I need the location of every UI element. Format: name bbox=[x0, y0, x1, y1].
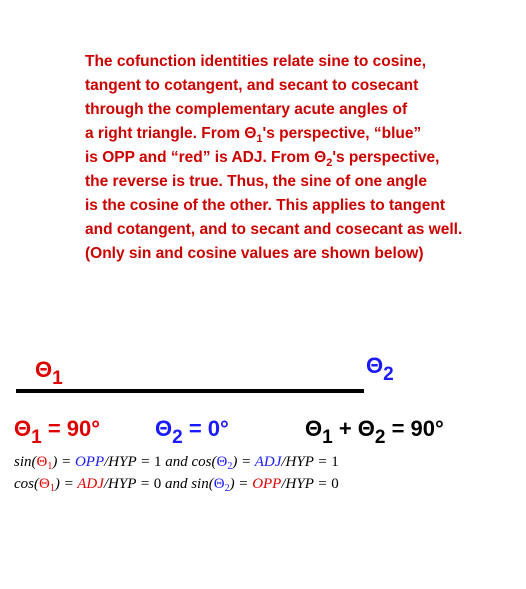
triangle-segment bbox=[16, 389, 364, 393]
paragraph-line-7: is the cosine of the other. This applies to tangent bbox=[85, 197, 445, 214]
theta1-value: $\Theta_1 = 90^\circ$ bbox=[14, 416, 101, 448]
paragraph-line-9: (Only sin and cosine values are shown below) bbox=[85, 245, 424, 262]
explanation-paragraph bbox=[85, 50, 505, 266]
theta2-vertex-label: $\Theta_2$ bbox=[366, 353, 394, 385]
angle-sum: $\Theta_1 + \Theta_2 = 90^\circ$ bbox=[305, 416, 444, 448]
theta1-vertex-label: $\Theta_1$ bbox=[35, 357, 63, 389]
theta2-value: $\Theta_2 = 0^\circ$ bbox=[155, 416, 229, 448]
formula-line-2: $\cos(\Theta_1) = ADJ/HYP = 0$ and $\sin(\Theta_2) = OPP/HYP = 0$ bbox=[14, 476, 339, 494]
paragraph-line-3: through the complementary acute angles of bbox=[85, 101, 408, 118]
paragraph-line-2: tangent to cotangent, and secant to cosecant bbox=[85, 77, 419, 94]
formula-line-1: $\sin(\Theta_1) = OPP/HYP = 1$ and $\cos(\Theta_2) = ADJ/HYP = 1$ bbox=[14, 454, 339, 472]
paragraph-line-4: a right triangle. From $\Theta_1's$ perspective, “blue” bbox=[85, 125, 422, 145]
paragraph-line-1: The cofunction identities relate sine to cosine, bbox=[85, 53, 427, 70]
paragraph-line-5: is OPP and “red” is ADJ. From $\Theta_2's$ perspective, bbox=[85, 149, 440, 169]
paragraph-line-8: and cotangent, and to secant and cosecant as well. bbox=[85, 221, 463, 238]
paragraph-line-6: the reverse is true. Thus, the sine of one angle bbox=[85, 173, 427, 190]
